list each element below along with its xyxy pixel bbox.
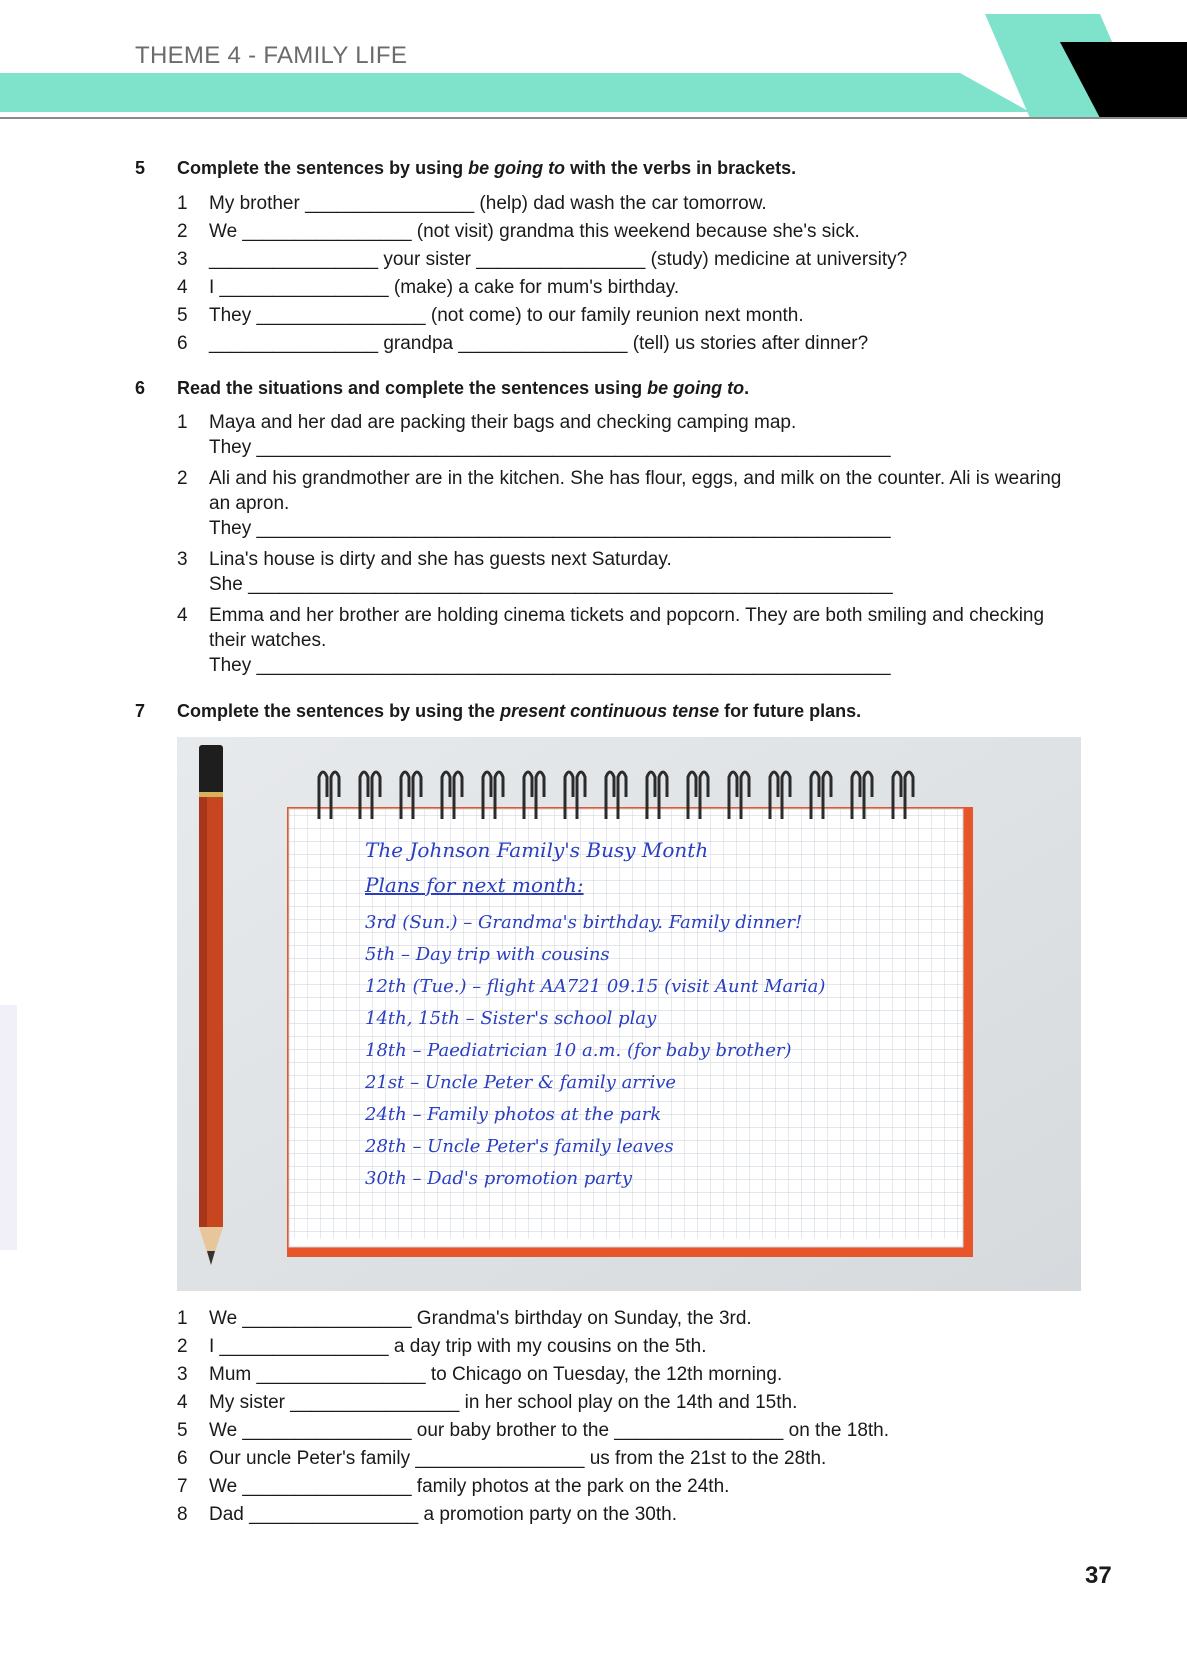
side-tab-mark [0,1005,17,1250]
exercise-7 [135,698,1085,724]
list-item [135,1333,1085,1361]
instruction-text-end: with the verbs in brackets. [565,158,797,178]
notebook-entry: 28th – Uncle Peter's family leaves [365,1136,674,1157]
answer-line: They ____________________________________________________________ [209,437,891,458]
item-text: They ________________ (not come) to our family reunion next month. [209,305,804,326]
instruction-emphasis: be going to [468,158,566,178]
item-text: My sister ________________ in her school play on the 14th and 15th. [209,1392,798,1413]
situation-text: Maya and her dad are packing their bags and checking camping map. [209,412,797,433]
list-item [135,218,1085,246]
item-text: We ________________ family photos at the park on the 24th. [209,1476,730,1497]
list-item [135,274,1085,302]
item-number: 7 [177,1476,188,1497]
exercise-7-instruction [135,698,1085,724]
list-item [135,1501,1085,1529]
item-text: We ________________ (not visit) grandma this weekend because she's sick. [209,221,860,242]
exercise-6 [135,375,1085,684]
instruction-text: Complete the sentences by using the [177,701,501,721]
list-item [135,1445,1085,1473]
notebook-entry: 14th, 15th – Sister's school play [365,1008,657,1029]
item-number: 1 [177,193,188,214]
list-item [135,246,1085,274]
exercise-5 [135,155,1085,358]
item-number: 3 [177,1364,188,1385]
instruction-text-end: . [744,378,750,398]
item-number: 1 [177,412,188,433]
instruction-emphasis: be going to [647,378,745,398]
list-item [135,190,1085,218]
item-text: My brother ________________ (help) dad wash the car tomorrow. [209,193,767,214]
page-number: 37 [1085,1562,1112,1589]
instruction-text-end: for future plans. [719,701,862,721]
exercise-6-items [135,410,1085,678]
item-number: 1 [177,1308,188,1329]
list-item [135,1361,1085,1389]
notebook-entry: 30th – Dad's promotion party [365,1168,633,1189]
item-number: 4 [177,1392,188,1413]
exercise-7-items [135,1305,1085,1529]
answer-line: She _____________________________________________________________ [209,574,893,595]
item-number: 3 [177,249,188,270]
notebook-entry: 12th (Tue.) – flight AA721 09.15 (visit Aunt Maria) [365,976,826,997]
item-text: Our uncle Peter's family ________________ us from the 21st to the 28th. [209,1448,827,1469]
situation-text: Ali and his grandmother are in the kitchen. She has flour, eggs, and milk on the counter. Ali is wearing an apron. [209,468,1062,514]
item-text: I ________________ a day trip with my cousins on the 5th. [209,1336,707,1357]
page-title: THEME 4 - FAMILY LIFE [135,42,408,69]
item-number: 3 [177,549,188,570]
item-text: Dad ________________ a promotion party on the 30th. [209,1504,677,1525]
notebook-title: The Johnson Family's Busy Month [365,838,709,862]
instruction-emphasis: present continuous tense [500,701,720,721]
exercise-5-items [135,190,1085,358]
pencil [199,745,223,1265]
exercise-number: 6 [135,378,146,398]
item-number: 2 [177,468,188,489]
exercise-number: 7 [135,701,146,721]
notebook-entry: 21st – Uncle Peter & family arrive [365,1072,677,1093]
item-number: 4 [177,605,188,626]
exercise-6-instruction [135,375,1085,401]
item-text: Mum ________________ to Chicago on Tuesday, the 12th morning. [209,1364,783,1385]
item-number: 5 [177,1420,188,1441]
item-text: ________________ grandpa ________________ (tell) us stories after dinner? [209,333,869,354]
situation-text: Emma and her brother are holding cinema tickets and popcorn. They are both smiling and checking their watches. [209,605,1045,651]
item-text: We ________________ our baby brother to the ________________ on the 18th. [209,1420,890,1441]
exercise-5-instruction [135,155,1085,181]
list-item [135,1389,1085,1417]
list-item [135,1417,1085,1445]
notebook-entry: 24th – Family photos at the park [365,1104,662,1125]
situation-item [135,466,1085,541]
exercise-number: 5 [135,158,146,178]
item-text: ________________ your sister ________________ (study) medicine at university? [209,249,908,270]
situation-item [135,603,1085,678]
item-number: 6 [177,1448,188,1469]
list-item [135,302,1085,330]
item-text: We ________________ Grandma's birthday on Sunday, the 3rd. [209,1308,752,1329]
notebook-entry: 5th – Day trip with cousins [365,944,610,965]
situation-item [135,547,1085,597]
notebook-entry: 18th – Paediatrician 10 a.m. (for baby brother) [365,1040,792,1061]
list-item [135,1473,1085,1501]
situation-text: Lina's house is dirty and she has guests next Saturday. [209,549,672,570]
list-item [135,330,1085,358]
list-item [135,1305,1085,1333]
answer-line: They ____________________________________________________________ [209,518,891,539]
item-text: I ________________ (make) a cake for mum's birthday. [209,277,680,298]
item-number: 4 [177,277,188,298]
instruction-text: Complete the sentences by using [177,158,469,178]
answer-line: They ____________________________________________________________ [209,655,891,676]
header-stripe [0,73,1030,112]
notebook-subtitle: Plans for next month: [365,873,584,897]
situation-item [135,410,1085,460]
instruction-text: Read the situations and complete the sentences using [177,378,648,398]
item-number: 2 [177,221,188,242]
notebook-entry: 3rd (Sun.) – Grandma's birthday. Family dinner! [365,912,803,933]
item-number: 8 [177,1504,188,1525]
item-number: 5 [177,305,188,326]
item-number: 6 [177,333,188,354]
item-number: 2 [177,1336,188,1357]
